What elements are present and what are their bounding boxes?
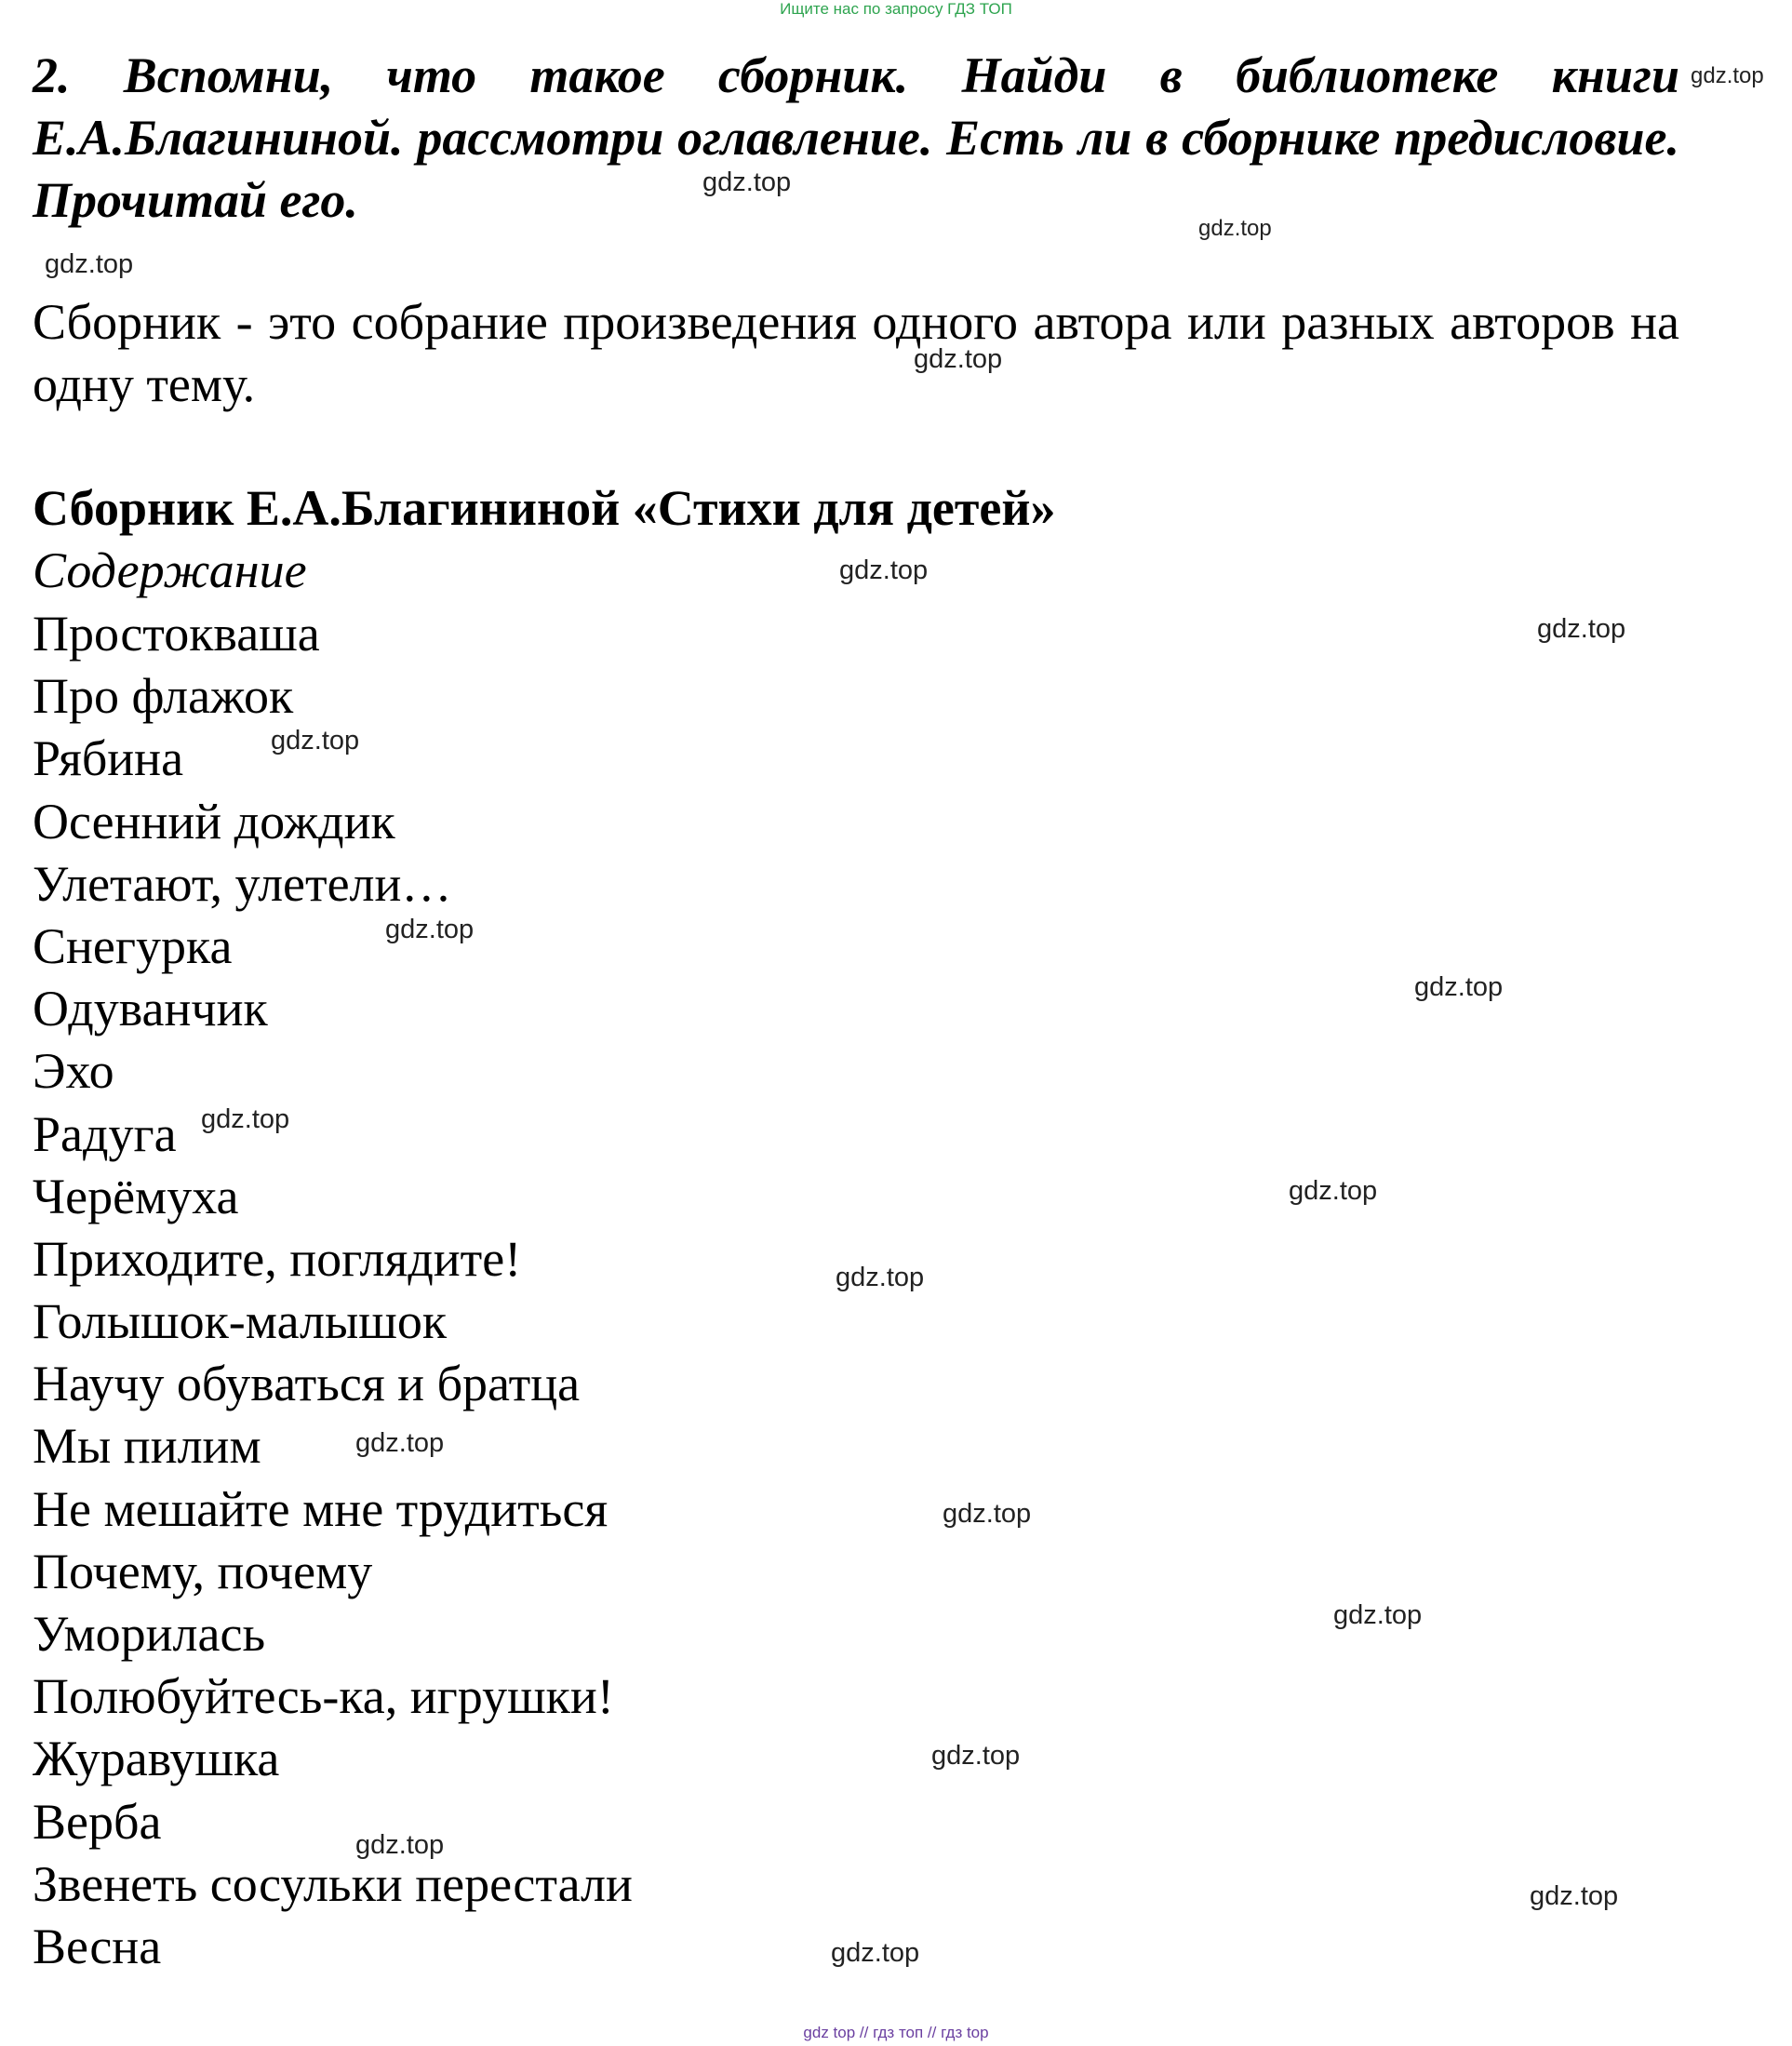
contents-item: Полюбуйтесь-ка, игрушки! xyxy=(33,1668,614,1725)
contents-item: Эхо xyxy=(33,1043,114,1100)
contents-item: Уморилась xyxy=(33,1606,266,1662)
contents-item: Черёмуха xyxy=(33,1168,239,1224)
watermark: gdz.top xyxy=(1289,1176,1378,1206)
question-text: 2. Вспомни, что такое сборник. Найди в библиотеке книги Е.А.Благининой. рассмотри оглавление. Есть ли в сборнике предисловие. Прочитай его. xyxy=(33,47,1679,228)
watermark: gdz.top xyxy=(385,915,475,944)
contents-item: Простокваша xyxy=(33,606,320,662)
contents-item: Звенеть сосульки перестали xyxy=(33,1855,633,1912)
watermark: gdz.top xyxy=(355,1428,445,1458)
collection-title: Сборник Е.А.Благининой «Стихи для детей» xyxy=(33,480,1056,536)
contents-item: Одуванчик xyxy=(33,981,268,1037)
contents-item: Улетают, улетели… xyxy=(33,855,452,912)
watermark: gdz.top xyxy=(702,167,792,197)
contents-item: Радуга xyxy=(33,1105,177,1162)
contents-item: Рябина xyxy=(33,730,184,787)
contents-item: Верба xyxy=(33,1793,162,1850)
contents-heading: Содержание xyxy=(33,542,307,598)
contents-item: Голышок-малышок xyxy=(33,1293,448,1350)
watermark: gdz.top xyxy=(1537,614,1626,644)
top-banner[interactable]: Ищите нас по запросу ГДЗ ТОП xyxy=(780,0,1012,18)
watermark: gdz.top xyxy=(45,249,134,279)
watermark: gdz.top xyxy=(836,1263,925,1292)
contents-item: Про флажок xyxy=(33,668,294,725)
definition-text: Сборник - это собрание произведения одного автора или разных авторов на одну тему. xyxy=(33,294,1679,412)
watermark: gdz.top xyxy=(943,1499,1032,1529)
watermark: gdz.top xyxy=(839,555,929,585)
watermark: gdz.top xyxy=(831,1938,920,1968)
contents-item: Осенний дождик xyxy=(33,793,395,849)
watermark: gdz.top xyxy=(271,726,360,756)
watermark: gdz.top xyxy=(355,1830,445,1860)
contents-item: Снегурка xyxy=(33,917,233,974)
watermark: gdz.top xyxy=(1333,1600,1423,1630)
watermark: gdz.top xyxy=(931,1741,1021,1771)
watermark: gdz.top xyxy=(1414,972,1504,1002)
watermark: gdz.top xyxy=(201,1104,290,1134)
contents-item: Весна xyxy=(33,1918,162,1974)
bottom-banner[interactable]: gdz top // гдз топ // гдз top xyxy=(803,2024,989,2041)
contents-item: Приходите, поглядите! xyxy=(33,1230,522,1287)
watermark: gdz.top xyxy=(1198,216,1272,241)
contents-item: Почему, почему xyxy=(33,1543,373,1599)
watermark: gdz.top xyxy=(1530,1881,1619,1911)
watermark: gdz.top xyxy=(914,344,1003,374)
contents-item: Научу обуваться и братца xyxy=(33,1356,581,1412)
contents-item: Журавушка xyxy=(33,1731,280,1787)
contents-item: Мы пилим xyxy=(33,1418,261,1475)
watermark: gdz.top xyxy=(1691,63,1764,88)
contents-list xyxy=(33,603,633,1978)
contents-item: Не мешайте мне трудиться xyxy=(33,1480,608,1537)
